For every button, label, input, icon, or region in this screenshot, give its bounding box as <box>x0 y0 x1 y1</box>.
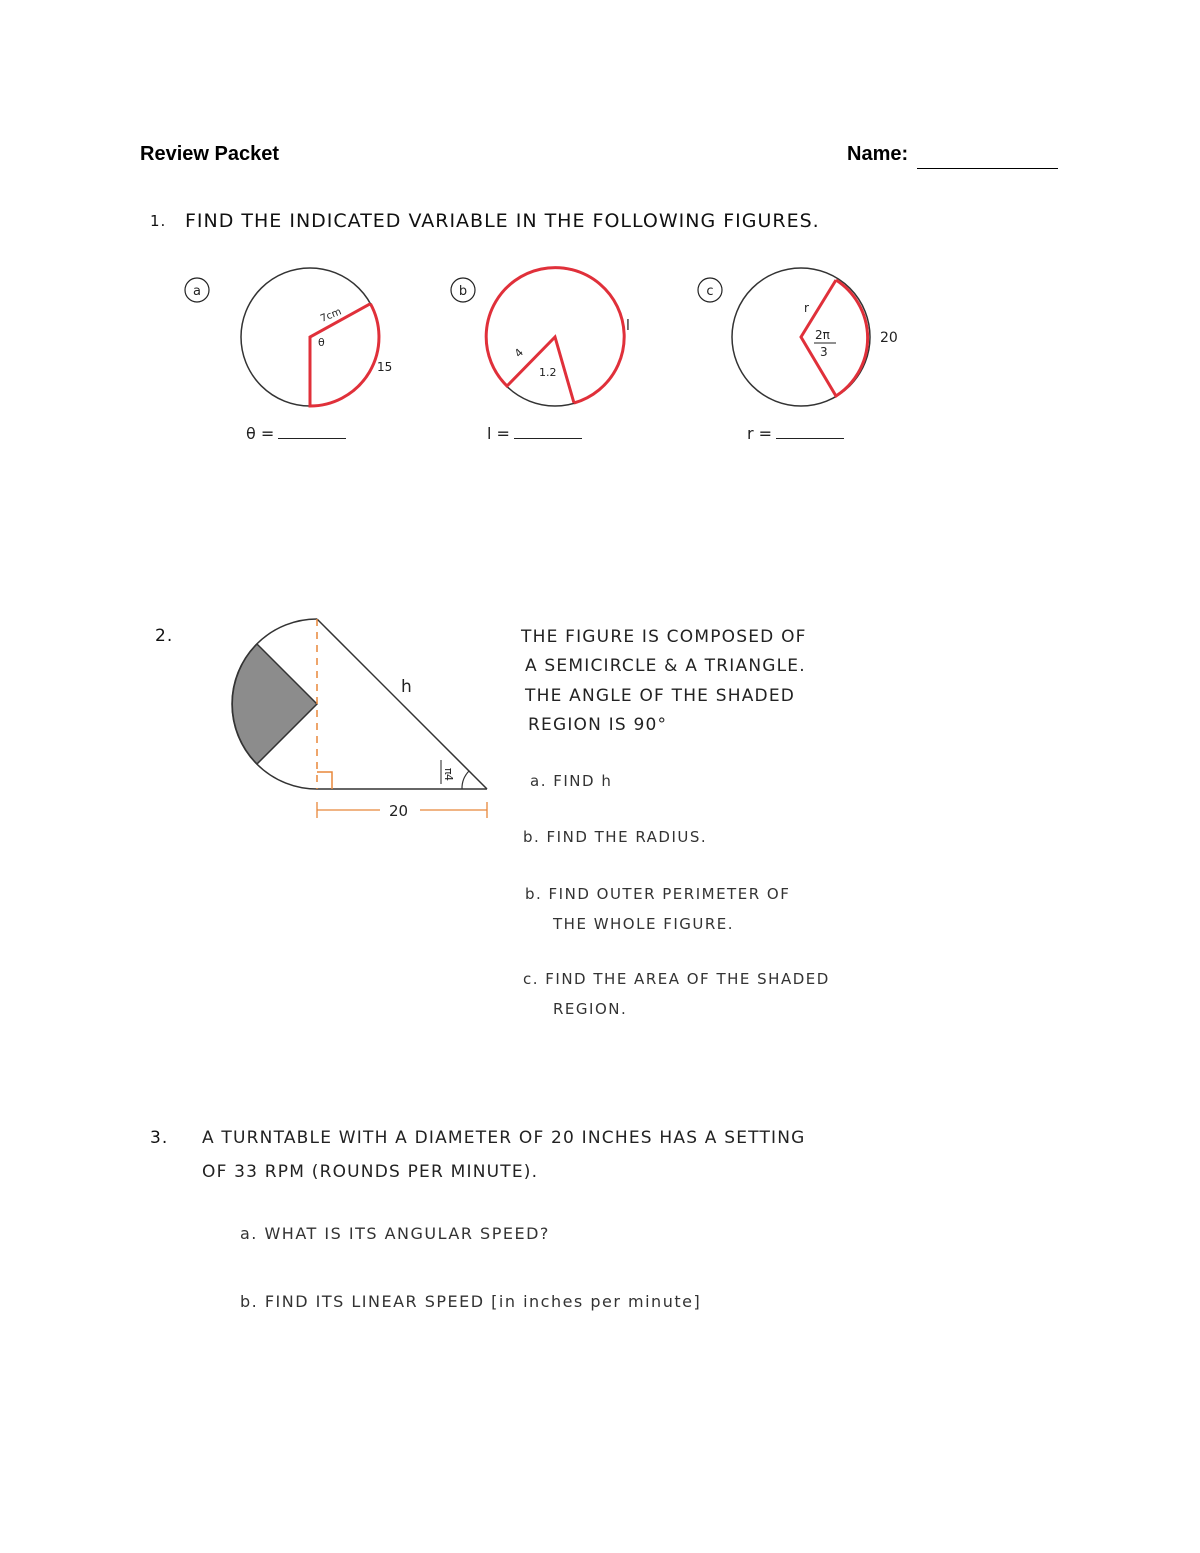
figure-a-radius-label: 7cm <box>319 306 344 325</box>
q2-figure <box>0 600 520 830</box>
q2-hypotenuse <box>317 619 487 789</box>
answer-c-blank[interactable] <box>776 438 844 439</box>
q2-angle-num: π <box>442 768 455 775</box>
q2-h-label: h <box>401 677 412 697</box>
figure-b <box>451 268 630 406</box>
q3-part-a: a. WHAT IS ITS ANGULAR SPEED? <box>240 1224 550 1243</box>
figure-c-angle-den: 3 <box>820 345 828 359</box>
q2-part-c-line2: REGION. <box>553 1000 628 1018</box>
q1-prompt: FIND THE INDICATED VARIABLE IN THE FOLLOWING FIGURES. <box>185 210 820 232</box>
q2-part-b2-line1: b. FIND OUTER PERIMETER OF <box>525 885 791 903</box>
q2-desc-4: REGION IS 90° <box>528 715 668 735</box>
answer-b-blank[interactable] <box>514 438 582 439</box>
q3-line-2: OF 33 RPM (ROUNDS PER MINUTE). <box>202 1162 539 1182</box>
figure-c-radius-label: r <box>804 301 809 315</box>
figure-c <box>698 268 898 406</box>
answer-c <box>747 424 844 443</box>
q2-shaded-region <box>232 644 317 764</box>
q2-desc-3: THE ANGLE OF THE SHADED <box>525 686 796 706</box>
name-label: Name: <box>847 143 909 165</box>
q2-part-a: a. FIND h <box>530 772 613 790</box>
figure-b-letter: b <box>458 284 468 299</box>
q3-line-1: A TURNTABLE WITH A DIAMETER OF 20 INCHES HAS A SETTING <box>202 1128 806 1148</box>
q2-angle-den: 4 <box>442 774 455 781</box>
q3-part-b: b. FIND ITS LINEAR SPEED [in inches per minute] <box>240 1292 702 1311</box>
q2-base-label: 20 <box>389 802 409 820</box>
figure-a <box>185 268 392 406</box>
q3-number: 3. <box>150 1128 169 1148</box>
answer-a <box>246 424 346 443</box>
figure-a-letter: a <box>193 284 201 299</box>
answer-a-label: θ = <box>246 424 275 443</box>
q2-part-c-line1: c. FIND THE AREA OF THE SHADED <box>523 970 830 988</box>
q2-angle-arc <box>462 771 469 789</box>
answer-b-label: l = <box>487 424 510 443</box>
q2-right-angle <box>317 772 332 789</box>
figure-c-letter: c <box>706 284 714 299</box>
figure-b-sector <box>486 268 624 403</box>
answer-b <box>487 424 582 443</box>
page-title: Review Packet <box>140 143 279 165</box>
figure-c-arc-label: 20 <box>880 330 898 346</box>
figure-c-angle-num: 2π <box>815 328 830 342</box>
answer-a-blank[interactable] <box>278 438 346 439</box>
q2-part-b2-line2: THE WHOLE FIGURE. <box>553 915 735 933</box>
figure-a-arc-label: 15 <box>377 360 393 374</box>
q1-figures <box>0 0 1200 460</box>
q2-part-b1: b. FIND THE RADIUS. <box>523 828 708 846</box>
q2-number: 2. <box>155 626 174 646</box>
q2-desc-2: A SEMICIRCLE & A TRIANGLE. <box>525 656 806 676</box>
figure-a-angle-label: θ <box>318 336 325 349</box>
figure-b-angle-label: 1.2 <box>539 366 557 379</box>
figure-b-radius-label: 4 <box>511 345 527 361</box>
figure-b-arc-label: l <box>626 318 630 334</box>
q2-desc-1: THE FIGURE IS COMPOSED OF <box>521 627 807 647</box>
q1-number: 1. <box>150 212 167 230</box>
answer-c-label: r = <box>747 424 773 443</box>
